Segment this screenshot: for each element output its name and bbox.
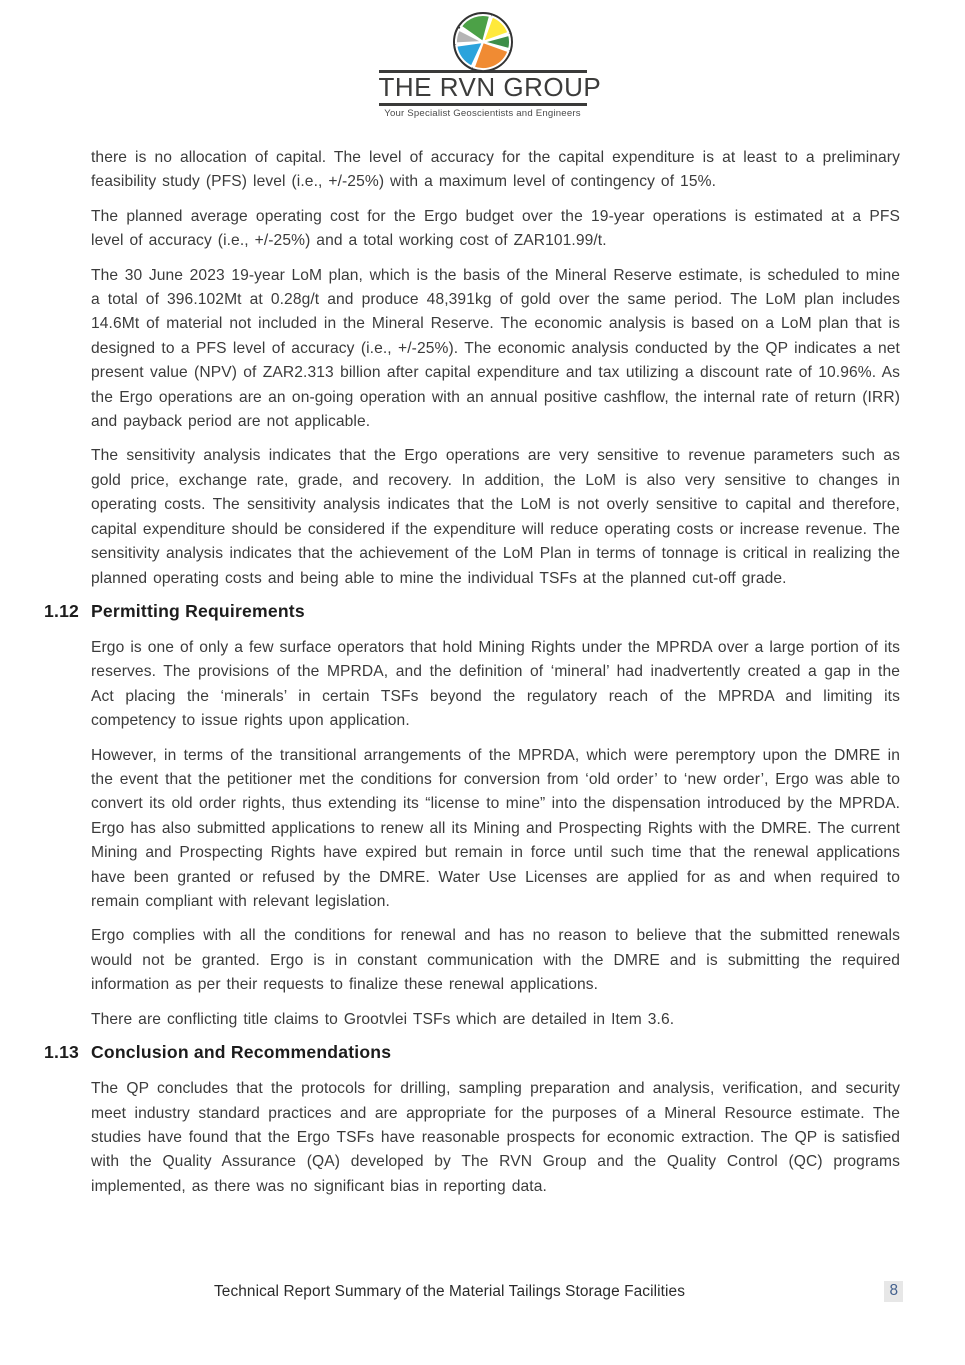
company-logo <box>378 10 602 119</box>
section-heading-permitting <box>44 601 900 622</box>
paragraph-capital-accuracy: there is no allocation of capital. The level of accuracy for the capital expenditure is at least to a preliminary feasibility study (PFS) level (i.e., +/-25%) with a maximum level of contingency of 15%. <box>91 149 900 191</box>
paragraph-transitional: However, in terms of the transitional arrangements of the MPRDA, which were peremptory upon the DMRE in the event that the petitioner met the conditions for conversion from ‘old order’ to ‘new order’, Ergo was able to convert its old order rights, thus extending its “license to mine” into the dispensation introduced by the MPRDA. Ergo has also submitted applications to renew all its Mining and Prospecting Rights with the DMRE. The current Mining and Prospecting Rights have expired but remain in force until such time that the renewal applications have been granted or refused by the DMRE. Water Use Licenses are applied for as and when required to remain compliant with relevant legislation. <box>91 746 900 911</box>
paragraph-title-claims: There are conflicting title claims to Grootvlei TSFs which are detailed in Item 3.6. <box>91 1010 675 1028</box>
page-footer <box>0 1283 965 1307</box>
footer-title: Technical Report Summary of the Material Tailings Storage Facilities <box>214 1283 685 1300</box>
document-content <box>44 146 900 1209</box>
paragraph-sensitivity: The sensitivity analysis indicates that the Ergo operations are very sensitive to revenue parameters such as gold price, exchange rate, grade, and recovery. In addition, the LoM is also very sensitive to changes in operating costs. The sensitivity analysis indicates that the LoM is not overly sensitive to capital and therefore, capital expenditure should be considered if the expenditure will reduce operating costs or increase revenue. The sensitivity analysis indicates that the achievement of the LoM Plan in terms of tonnage is critical in realizing the planned operating costs and being able to mine the individual TSFs at the planned cut-off grade. <box>91 447 900 587</box>
paragraph-renewal: Ergo complies with all the conditions for renewal and has no reason to believe that the submitted renewals would not be granted. Ergo is in constant communication with the DMRE and is submitting the required information as per their requests to finalize these renewal applications. <box>91 927 900 994</box>
paragraph-qp-conclusion: The QP concludes that the protocols for drilling, sampling preparation and analysis, verification, and security meet industry standard practices and are appropriate for the purposes of a Mineral Resource estimate. The studies have found that the Ergo TSFs have reasonable prospects for economic extraction. The QP is satisfied with the Quality Assurance (QA) developed by The RVN Group and the Quality Control (QC) programs implemented, as there was no significant bias in reporting data. <box>91 1080 900 1195</box>
logo-title: THE RVN GROUP <box>379 70 587 106</box>
paragraph-operating-cost: The planned average operating cost for the Ergo budget over the 19-year operations is estimated at a PFS level of accuracy (i.e., +/-25%) and a total working cost of ZAR101.99/t. <box>91 207 900 250</box>
logo-tagline: Your Specialist Geoscientists and Engineers <box>384 107 581 119</box>
paragraph-lom-plan: The 30 June 2023 19-year LoM plan, which is the basis of the Mineral Reserve estimate, is scheduled to mine a total of 396.102Mt at 0.28g/t and produce 48,391kg of gold over the same period. The LoM plan includes 14.6Mt of material not included in the Mineral Reserve. The economic analysis is based on a LoM plan that is designed to a PFS level of accuracy (i.e., +/-25%). The economic analysis conducted by the QP indicates a net present value (NPV) of ZAR2.313 billion after capital expenditure and tax utilizing a discount rate of 10.96%. As the Ergo operations are an on-going operation with an annual positive cashflow, the internal rate of return (IRR) and payback period are not applicable. <box>91 266 900 431</box>
logo-pinwheel-icon <box>451 10 515 74</box>
paragraph-mining-rights: Ergo is one of only a few surface operators that hold Mining Rights under the MPRDA over a large portion of its reserves. The provisions of the MPRDA, and the definition of ‘mineral’ had inadvertently created a gap in the Act placing the ‘minerals’ in certain TSFs beyond the regulatory reach of the MPRDA and limiting its competency to issue rights upon application. <box>91 639 900 730</box>
section-heading-conclusion <box>44 1042 900 1063</box>
section-number: 1.13 <box>44 1042 80 1063</box>
page-number: 8 <box>884 1281 903 1302</box>
section-number: 1.12 <box>44 600 80 621</box>
section-title: Permitting Requirements <box>91 600 305 621</box>
section-title: Conclusion and Recommendations <box>91 1042 392 1063</box>
